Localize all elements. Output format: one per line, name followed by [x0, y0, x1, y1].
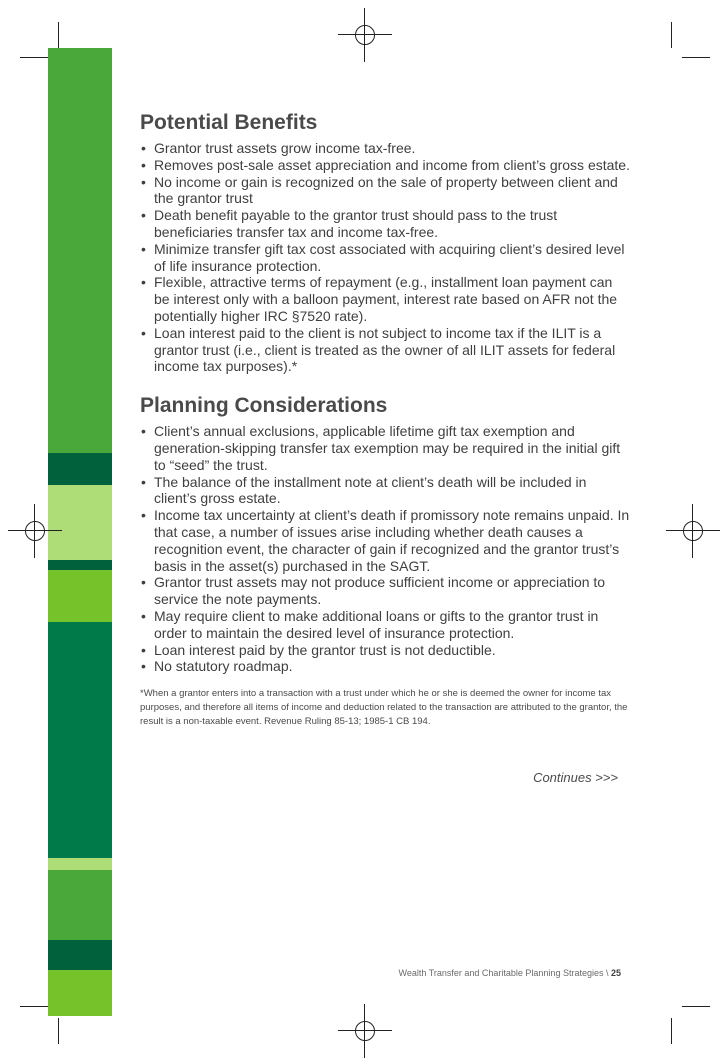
- crop-mark: [682, 57, 710, 58]
- stripe-segment: [48, 485, 112, 560]
- stripe-segment: [48, 453, 112, 485]
- list-item: • No statutory roadmap.: [140, 658, 630, 675]
- stripe-segment: [48, 870, 112, 940]
- list-item: • Grantor trust assets grow income tax-free.: [140, 140, 630, 157]
- crop-mark: [20, 57, 48, 58]
- page-footer: [140, 968, 621, 978]
- crop-mark: [682, 1006, 710, 1007]
- considerations-list: [140, 423, 630, 675]
- section-heading-potential-benefits: Potential Benefits: [140, 111, 318, 134]
- list-item: • Minimize transfer gift tax cost associated with acquiring client’s desired level of life insurance protection.: [140, 241, 630, 275]
- list-item: • No income or gain is recognized on the sale of property between client and the grantor trust: [140, 174, 630, 208]
- crop-mark: [58, 22, 59, 48]
- stripe-segment: [48, 622, 112, 858]
- stripe-segment: [48, 940, 112, 970]
- list-item: • May require client to make additional loans or gifts to the grantor trust in order to maintain the desired level of insurance protection.: [140, 608, 630, 642]
- crop-mark: [671, 1018, 672, 1044]
- registration-mark-icon: [352, 1018, 378, 1044]
- footnote: *When a grantor enters into a transaction with a trust under which he or she is deemed the owner for income tax purposes, and therefore all items of income and deduction related to the transaction are attributed to the grantor, the result is a non-taxable event. Revenue Ruling 85-13; 1985-1 CB 194.: [140, 688, 628, 728]
- list-item: • Grantor trust assets may not produce sufficient income or appreciation to service the note payments.: [140, 574, 630, 608]
- footer-title: Wealth Transfer and Charitable Planning Strategies \: [398, 968, 609, 978]
- registration-mark-icon: [352, 22, 378, 48]
- crop-mark: [20, 1006, 48, 1007]
- crop-mark: [58, 1018, 59, 1044]
- list-item: • Income tax uncertainty at client’s death if promissory note remains unpaid. In that case, a number of issues arise including whether death causes a recognition event, the character of gain if recognized and the grantor trust’s basis in the asset(s) purchased in the SAGT.: [140, 507, 630, 574]
- list-item: • Client’s annual exclusions, applicable lifetime gift tax exemption and generation-skipping transfer tax exemption may be required in the initial gift to “seed” the trust.: [140, 423, 630, 473]
- section-heading-planning-considerations: Planning Considerations: [140, 394, 388, 418]
- list-item: • The balance of the installment note at client’s death will be included in client’s gross estate.: [140, 474, 630, 508]
- list-item: • Loan interest paid to the client is not subject to income tax if the ILIT is a grantor trust (i.e., client is treated as the owner of all ILIT assets for federal income tax purposes).*: [140, 325, 630, 375]
- list-item: • Removes post-sale asset appreciation and income from client’s gross estate.: [140, 157, 630, 174]
- stripe-segment: [48, 560, 112, 570]
- stripe-segment: [48, 48, 112, 453]
- registration-mark-icon: [22, 518, 48, 544]
- crop-mark: [671, 22, 672, 48]
- list-item: • Loan interest paid by the grantor trust is not deductible.: [140, 642, 630, 659]
- main-content: [140, 110, 630, 729]
- stripe-segment: [48, 570, 112, 622]
- stripe-segment: [48, 970, 112, 1016]
- list-item: • Flexible, attractive terms of repayment (e.g., installment loan payment can be interest only with a balloon payment, interest rate based on AFR not the potentially higher IRC §7520 rate).: [140, 274, 630, 324]
- benefits-list: [140, 140, 630, 375]
- registration-mark-icon: [680, 518, 706, 544]
- list-item: • Death benefit payable to the grantor trust should pass to the trust beneficiaries transfer tax and income tax-free.: [140, 207, 630, 241]
- continues-label: Continues >>>: [533, 770, 618, 785]
- stripe-segment: [48, 858, 112, 870]
- page-number: 25: [610, 968, 621, 978]
